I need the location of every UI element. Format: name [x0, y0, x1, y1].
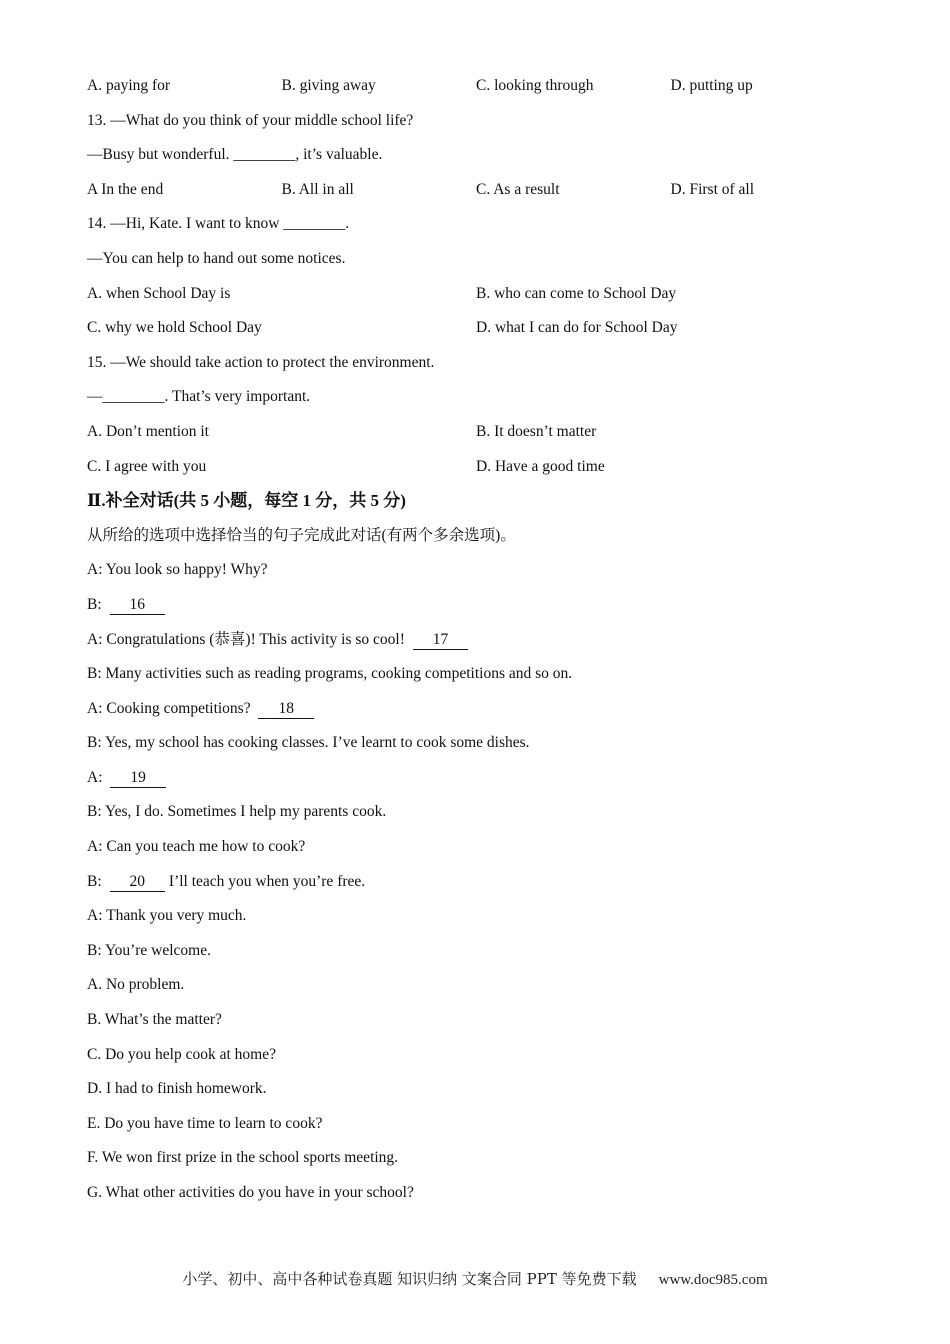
q13-option-c[interactable]: C. As a result [476, 180, 560, 198]
q13-stem: 13. —What do you think of your middle school life? [87, 111, 414, 129]
dialogue-line [87, 904, 887, 939]
dialogue-text: A: Cooking competitions? [87, 699, 255, 717]
choice-d[interactable]: D. I had to finish homework. [87, 1080, 267, 1098]
q15-options-row1 [87, 420, 887, 455]
q15-option-c[interactable]: C. I agree with you [87, 457, 207, 475]
dialogue-line [87, 662, 887, 697]
dialogue-line [87, 870, 887, 905]
dialogue-text: B: Yes, my school has cooking classes. I’ve learnt to cook some dishes. [87, 734, 530, 752]
q15-option-d[interactable]: D. Have a good time [476, 457, 605, 475]
dialogue-line [87, 800, 887, 835]
dialogue-line [87, 628, 887, 663]
choice-a[interactable]: A. No problem. [87, 976, 185, 994]
choice-g[interactable]: G. What other activities do you have in your school? [87, 1184, 414, 1201]
footer-site-link[interactable]: www.doc985.com [658, 1272, 768, 1288]
dialogue-text: B: [87, 872, 106, 890]
q12-options [87, 74, 887, 109]
q12-option-b[interactable]: B. giving away [281, 77, 376, 94]
answer-blank-17[interactable]: 17 [413, 631, 469, 650]
q14-option-a[interactable]: A. when School Day is [87, 284, 231, 302]
answer-blank-20[interactable]: 20 [110, 873, 166, 892]
dialogue-text: B: [87, 595, 106, 613]
dialogue-text: A: Thank you very much. [87, 907, 247, 925]
dialogue-line [87, 593, 887, 628]
dialogue-line [87, 731, 887, 766]
dialogue-line [87, 939, 887, 974]
q15-option-b[interactable]: B. It doesn’t matter [476, 422, 597, 440]
section-2-instruction: 从所给的选项中选择恰当的句子完成此对话(有两个多余选项)。 [87, 526, 516, 544]
q15-options-row2 [87, 455, 887, 490]
answer-blank-18[interactable]: 18 [258, 700, 314, 719]
dialogue-line [87, 697, 887, 732]
q12-option-a[interactable]: A. paying for [87, 77, 171, 94]
q14-option-b[interactable]: B. who can come to School Day [476, 284, 677, 302]
q14-stem: 14. —Hi, Kate. I want to know ________. [87, 215, 350, 233]
footer-text: 小学、初中、高中各种试卷真题 知识归纳 文案合同 PPT 等免费下载 [182, 1270, 637, 1288]
dialogue-line [87, 835, 887, 870]
exam-page [87, 74, 887, 1216]
choice-e[interactable]: E. Do you have time to learn to cook? [87, 1114, 323, 1132]
dialogue-text: A: [87, 768, 107, 786]
q12-option-c[interactable]: C. looking through [476, 77, 594, 94]
section-2-title: Ⅱ.补全对话(共 5 小题，每空 1 分，共 5 分) [87, 491, 406, 511]
q14-reply: —You can help to hand out some notices. [87, 249, 346, 267]
choice-f[interactable]: F. We won first prize in the school sports meeting. [87, 1149, 399, 1167]
q15-option-a[interactable]: A. Don’t mention it [87, 422, 209, 440]
choice-b[interactable]: B. What’s the matter? [87, 1011, 222, 1029]
q13-reply: —Busy but wonderful. ________, it’s valuable. [87, 146, 383, 164]
q12-option-d[interactable]: D. putting up [670, 77, 753, 94]
q13-option-a[interactable]: A In the end [87, 180, 164, 198]
q15-stem: 15. —We should take action to protect the environment. [87, 353, 435, 371]
answer-blank-19[interactable]: 19 [110, 769, 166, 788]
dialogue-text: B: Many activities such as reading programs, cooking competitions and so on. [87, 665, 573, 683]
dialogue-text: A: Can you teach me how to cook? [87, 838, 306, 856]
q13-options [87, 178, 887, 213]
q14-option-d[interactable]: D. what I can do for School Day [476, 319, 678, 337]
dialogue-text: B: You’re welcome. [87, 941, 211, 959]
q15-reply: —________. That’s very important. [87, 388, 311, 406]
q13-option-d[interactable]: D. First of all [670, 180, 755, 198]
dialogue-text: A: Congratulations (恭喜)! This activity is so cool! [87, 630, 409, 648]
dialogue-text: A: You look so happy! Why? [87, 561, 268, 579]
dialogue-line [87, 766, 887, 801]
q14-options-row1 [87, 282, 887, 317]
q14-option-c[interactable]: C. why we hold School Day [87, 319, 262, 337]
dialogue-text: I’ll teach you when you’re free. [165, 872, 366, 890]
answer-blank-16[interactable]: 16 [110, 596, 166, 615]
choice-c[interactable]: C. Do you help cook at home? [87, 1045, 276, 1063]
dialogue-text: B: Yes, I do. Sometimes I help my parents cook. [87, 803, 387, 821]
q13-option-b[interactable]: B. All in all [281, 180, 354, 198]
page-footer [0, 1268, 950, 1289]
dialogue-line [87, 558, 887, 593]
q14-options-row2 [87, 316, 887, 351]
